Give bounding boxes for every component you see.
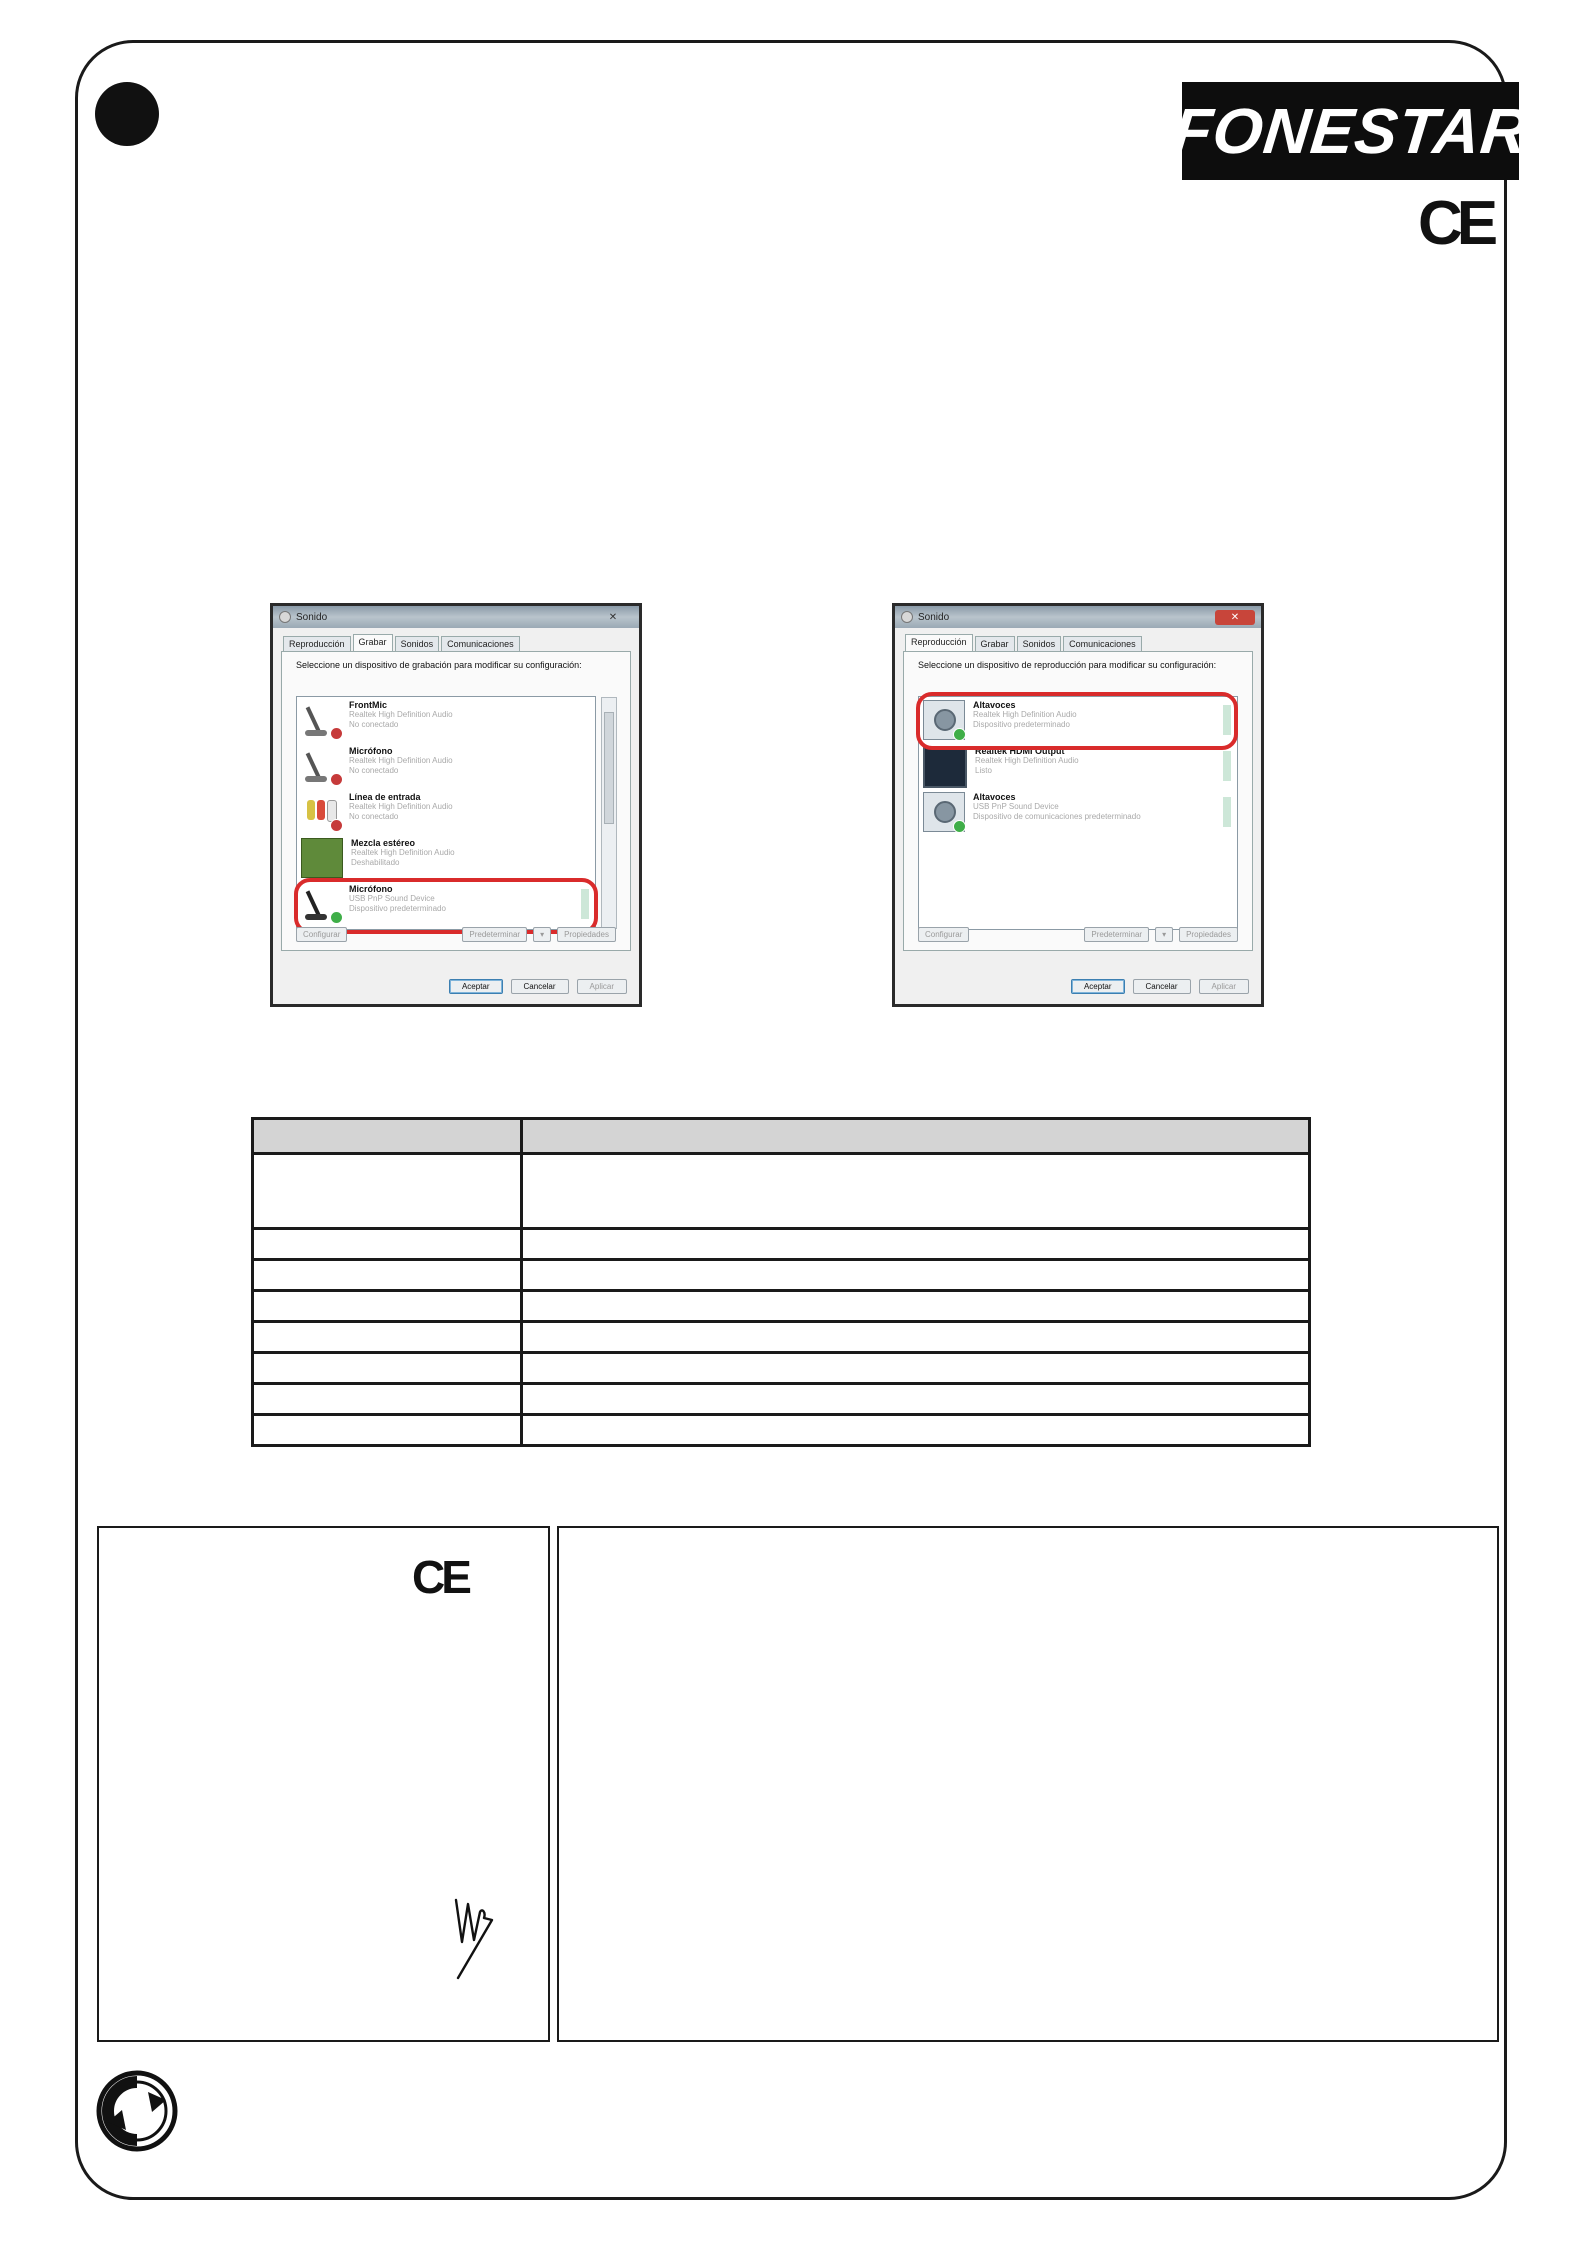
tab-sounds[interactable]: Sonidos bbox=[1017, 636, 1062, 651]
device-item-default[interactable]: Altavoces Realtek High Definition Audio Dispositivo predeterminado bbox=[919, 697, 1237, 743]
microphone-icon bbox=[301, 746, 341, 784]
device-item[interactable]: Altavoces USB PnP Sound Device Dispositivo de comunicaciones predeterminado bbox=[919, 789, 1237, 835]
table-row bbox=[253, 1229, 1310, 1260]
table-cell bbox=[522, 1384, 1310, 1415]
sound-dialog-recording bbox=[270, 603, 642, 1007]
cancel-button[interactable]: Cancelar bbox=[1133, 979, 1191, 994]
tab-bar bbox=[273, 628, 639, 651]
green-dot-recycling-icon bbox=[96, 2070, 178, 2152]
table-header-row bbox=[253, 1119, 1310, 1154]
line-in-icon bbox=[301, 792, 341, 830]
device-item[interactable]: Micrófono Realtek High Definition Audio No conectado bbox=[297, 743, 595, 789]
device-item[interactable]: FrontMic Realtek High Definition Audio No conectado bbox=[297, 697, 595, 743]
table-cell bbox=[522, 1322, 1310, 1353]
set-default-button[interactable]: Predeterminar bbox=[1084, 927, 1149, 942]
section-bullet bbox=[95, 82, 159, 146]
tab-panel bbox=[281, 651, 631, 951]
window-title: Sonido bbox=[918, 611, 950, 623]
instruction-text: Seleccione un dispositivo de grabación para modificar su configuración: bbox=[296, 660, 582, 670]
table-cell bbox=[522, 1154, 1310, 1229]
table-cell bbox=[253, 1291, 522, 1322]
tab-recording[interactable]: Grabar bbox=[353, 634, 393, 651]
dialog-footer bbox=[449, 979, 627, 994]
level-meter bbox=[1223, 751, 1231, 781]
device-item-default[interactable]: Micrófono USB PnP Sound Device Dispositivo predeterminado bbox=[297, 881, 595, 927]
device-item[interactable]: Línea de entrada Realtek High Definition Audio No conectado bbox=[297, 789, 595, 835]
ok-button[interactable]: Aceptar bbox=[1071, 979, 1125, 994]
selection-highlight bbox=[916, 692, 1238, 750]
table-cell bbox=[253, 1260, 522, 1291]
ce-mark: CE bbox=[1418, 189, 1493, 258]
table-cell bbox=[253, 1322, 522, 1353]
title-bar bbox=[273, 606, 639, 628]
dialog-footer bbox=[1071, 979, 1249, 994]
ok-button[interactable]: Aceptar bbox=[449, 979, 503, 994]
warranty-box bbox=[557, 1526, 1499, 2042]
table-cell bbox=[253, 1119, 522, 1154]
table-cell bbox=[522, 1291, 1310, 1322]
sound-icon bbox=[279, 611, 291, 623]
table-cell bbox=[522, 1260, 1310, 1291]
fonestar-logo: FONESTAR bbox=[1182, 82, 1519, 180]
tab-communications[interactable]: Comunicaciones bbox=[441, 636, 520, 651]
specifications-table bbox=[251, 1117, 1311, 1447]
sound-dialog-playback bbox=[892, 603, 1264, 1007]
properties-button[interactable]: Propiedades bbox=[557, 927, 616, 942]
tab-communications[interactable]: Comunicaciones bbox=[1063, 636, 1142, 651]
microphone-icon bbox=[301, 700, 341, 738]
close-button[interactable]: ✕ bbox=[1215, 610, 1255, 625]
close-button[interactable]: ✕ bbox=[608, 611, 618, 623]
table-row bbox=[253, 1384, 1310, 1415]
ce-mark: CE bbox=[412, 1551, 468, 1603]
tab-bar bbox=[895, 628, 1261, 651]
table-cell bbox=[253, 1154, 522, 1229]
table-row bbox=[253, 1260, 1310, 1291]
device-item[interactable]: Mezcla estéreo Realtek High Definition Audio Deshabilitado bbox=[297, 835, 595, 881]
device-item[interactable]: Realtek HDMI Output Realtek High Definition Audio Listo bbox=[919, 743, 1237, 789]
table-row bbox=[253, 1415, 1310, 1446]
properties-button[interactable]: Propiedades bbox=[1179, 927, 1238, 942]
table-row bbox=[253, 1353, 1310, 1384]
cancel-button[interactable]: Cancelar bbox=[511, 979, 569, 994]
window-title: Sonido bbox=[296, 611, 328, 623]
configure-button[interactable]: Configurar bbox=[296, 927, 347, 942]
apply-button[interactable]: Aplicar bbox=[1199, 979, 1249, 994]
table-cell bbox=[522, 1119, 1310, 1154]
apply-button[interactable]: Aplicar bbox=[577, 979, 627, 994]
table-cell bbox=[522, 1353, 1310, 1384]
set-default-dropdown[interactable]: ▾ bbox=[1155, 927, 1173, 942]
table-cell bbox=[253, 1353, 522, 1384]
table-cell bbox=[253, 1229, 522, 1260]
table-cell bbox=[522, 1415, 1310, 1446]
table-row bbox=[253, 1154, 1310, 1229]
scrollbar[interactable] bbox=[601, 697, 617, 929]
tab-playback[interactable]: Reproducción bbox=[905, 634, 973, 651]
sound-icon bbox=[901, 611, 913, 623]
configure-button[interactable]: Configurar bbox=[918, 927, 969, 942]
set-default-button[interactable]: Predeterminar bbox=[462, 927, 527, 942]
monitor-icon bbox=[923, 746, 967, 788]
title-bar bbox=[895, 606, 1261, 628]
signature-icon bbox=[448, 1882, 508, 1982]
table-cell bbox=[522, 1229, 1310, 1260]
table-row bbox=[253, 1322, 1310, 1353]
table-row bbox=[253, 1291, 1310, 1322]
speaker-icon bbox=[923, 792, 965, 832]
tab-panel bbox=[903, 651, 1253, 951]
table-cell bbox=[253, 1415, 522, 1446]
tab-recording[interactable]: Grabar bbox=[975, 636, 1015, 651]
set-default-dropdown[interactable]: ▾ bbox=[533, 927, 551, 942]
tab-playback[interactable]: Reproducción bbox=[283, 636, 351, 651]
device-action-row bbox=[296, 924, 616, 944]
table-cell bbox=[253, 1384, 522, 1415]
device-action-row bbox=[918, 924, 1238, 944]
level-meter bbox=[1223, 797, 1231, 827]
instruction-text: Seleccione un dispositivo de reproducción para modificar su configuración: bbox=[918, 660, 1217, 670]
tab-sounds[interactable]: Sonidos bbox=[395, 636, 440, 651]
stereo-mix-icon bbox=[301, 838, 343, 878]
